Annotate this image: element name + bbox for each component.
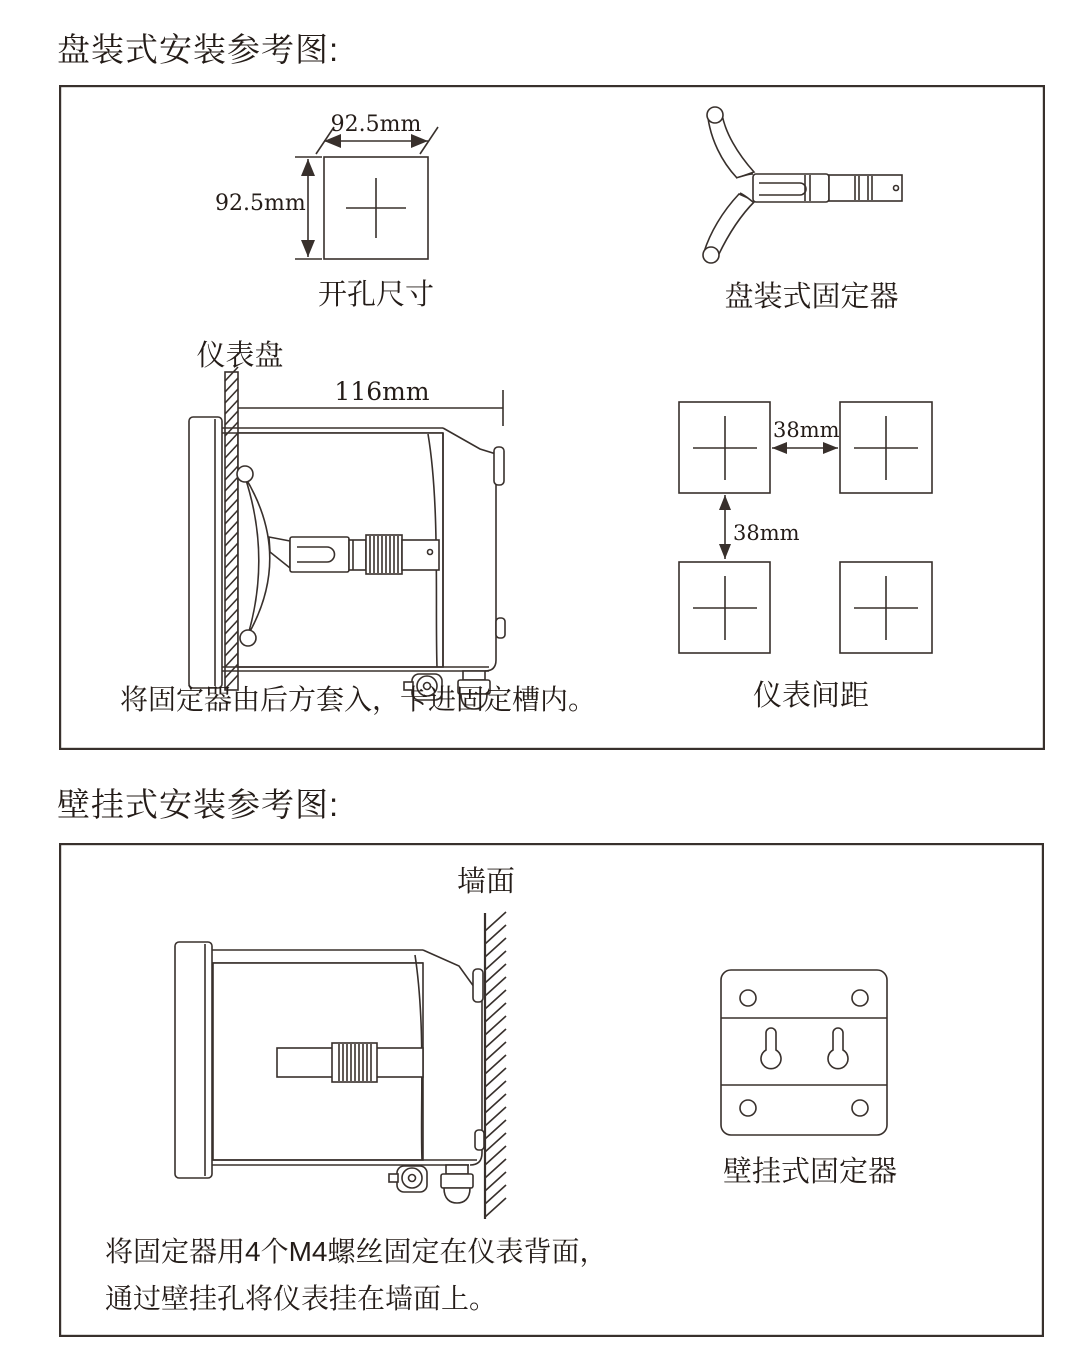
cable-gland (446, 1165, 468, 1174)
horizontal-gap-dim: 38mm (773, 418, 840, 442)
wall-drawing (485, 912, 506, 1219)
cutout-caption: 开孔尺寸 (317, 279, 434, 311)
cable-gland (463, 671, 485, 680)
panel-install-caption: 将固定器由后方套入，卡进固定槽内。 (120, 684, 597, 715)
clamp-shaft-block (290, 537, 349, 572)
arrowhead-down (301, 240, 315, 257)
wall-section-title: 壁挂式安装参考图: (57, 786, 340, 823)
cutout-width-dim: 92.5mm (330, 112, 422, 137)
panel-retainer-caption: 盘装式固定器 (724, 281, 899, 313)
clamp-ribbed-sleeve (366, 535, 402, 574)
retainer-arm-knob-top (707, 107, 723, 123)
rear-clip-top (494, 447, 504, 485)
wall-install-caption-line2: 通过壁挂孔将仪表挂在墙面上。 (105, 1283, 498, 1314)
panel-section-frame (59, 85, 1045, 750)
wall-label: 墙面 (456, 866, 515, 898)
wall-hatching (485, 912, 506, 1217)
instrument-bezel (175, 942, 212, 1178)
arrowhead-up (301, 159, 315, 176)
vertical-gap-dim: 38mm (733, 521, 800, 545)
retainer-arm-knob-bottom (703, 247, 719, 263)
wall-install-caption-line1: 将固定器用4个M4螺丝固定在仪表背面， (105, 1236, 608, 1267)
rear-clip-bottom (475, 1130, 484, 1150)
cutout-size-drawing (295, 127, 438, 259)
panel-section-title: 盘装式安装参考图: (57, 31, 340, 68)
spacing-caption: 仪表间距 (752, 680, 869, 712)
retainer-plate (721, 970, 887, 1135)
cutout-height-dim: 92.5mm (215, 191, 306, 216)
rear-clip-bottom (496, 618, 505, 638)
wall-side-view-drawing (175, 942, 484, 1203)
wall-section-frame (59, 843, 1044, 1337)
wall-retainer-drawing (721, 970, 887, 1135)
depth-dim: 116mm (334, 377, 430, 406)
retainer-shaft-block (753, 174, 829, 202)
instrument-rear-cover (443, 428, 496, 671)
panel-install-diagram (59, 85, 1045, 750)
instrument-bezel (189, 417, 222, 688)
panel-label: 仪表盘 (196, 340, 284, 372)
rear-clip-top (473, 969, 483, 1002)
panel-side-view-drawing (189, 367, 505, 709)
wall-retainer-caption: 壁挂式固定器 (723, 1156, 898, 1188)
retainer-shaft-end (829, 175, 902, 201)
panel-retainer-drawing (703, 107, 902, 263)
